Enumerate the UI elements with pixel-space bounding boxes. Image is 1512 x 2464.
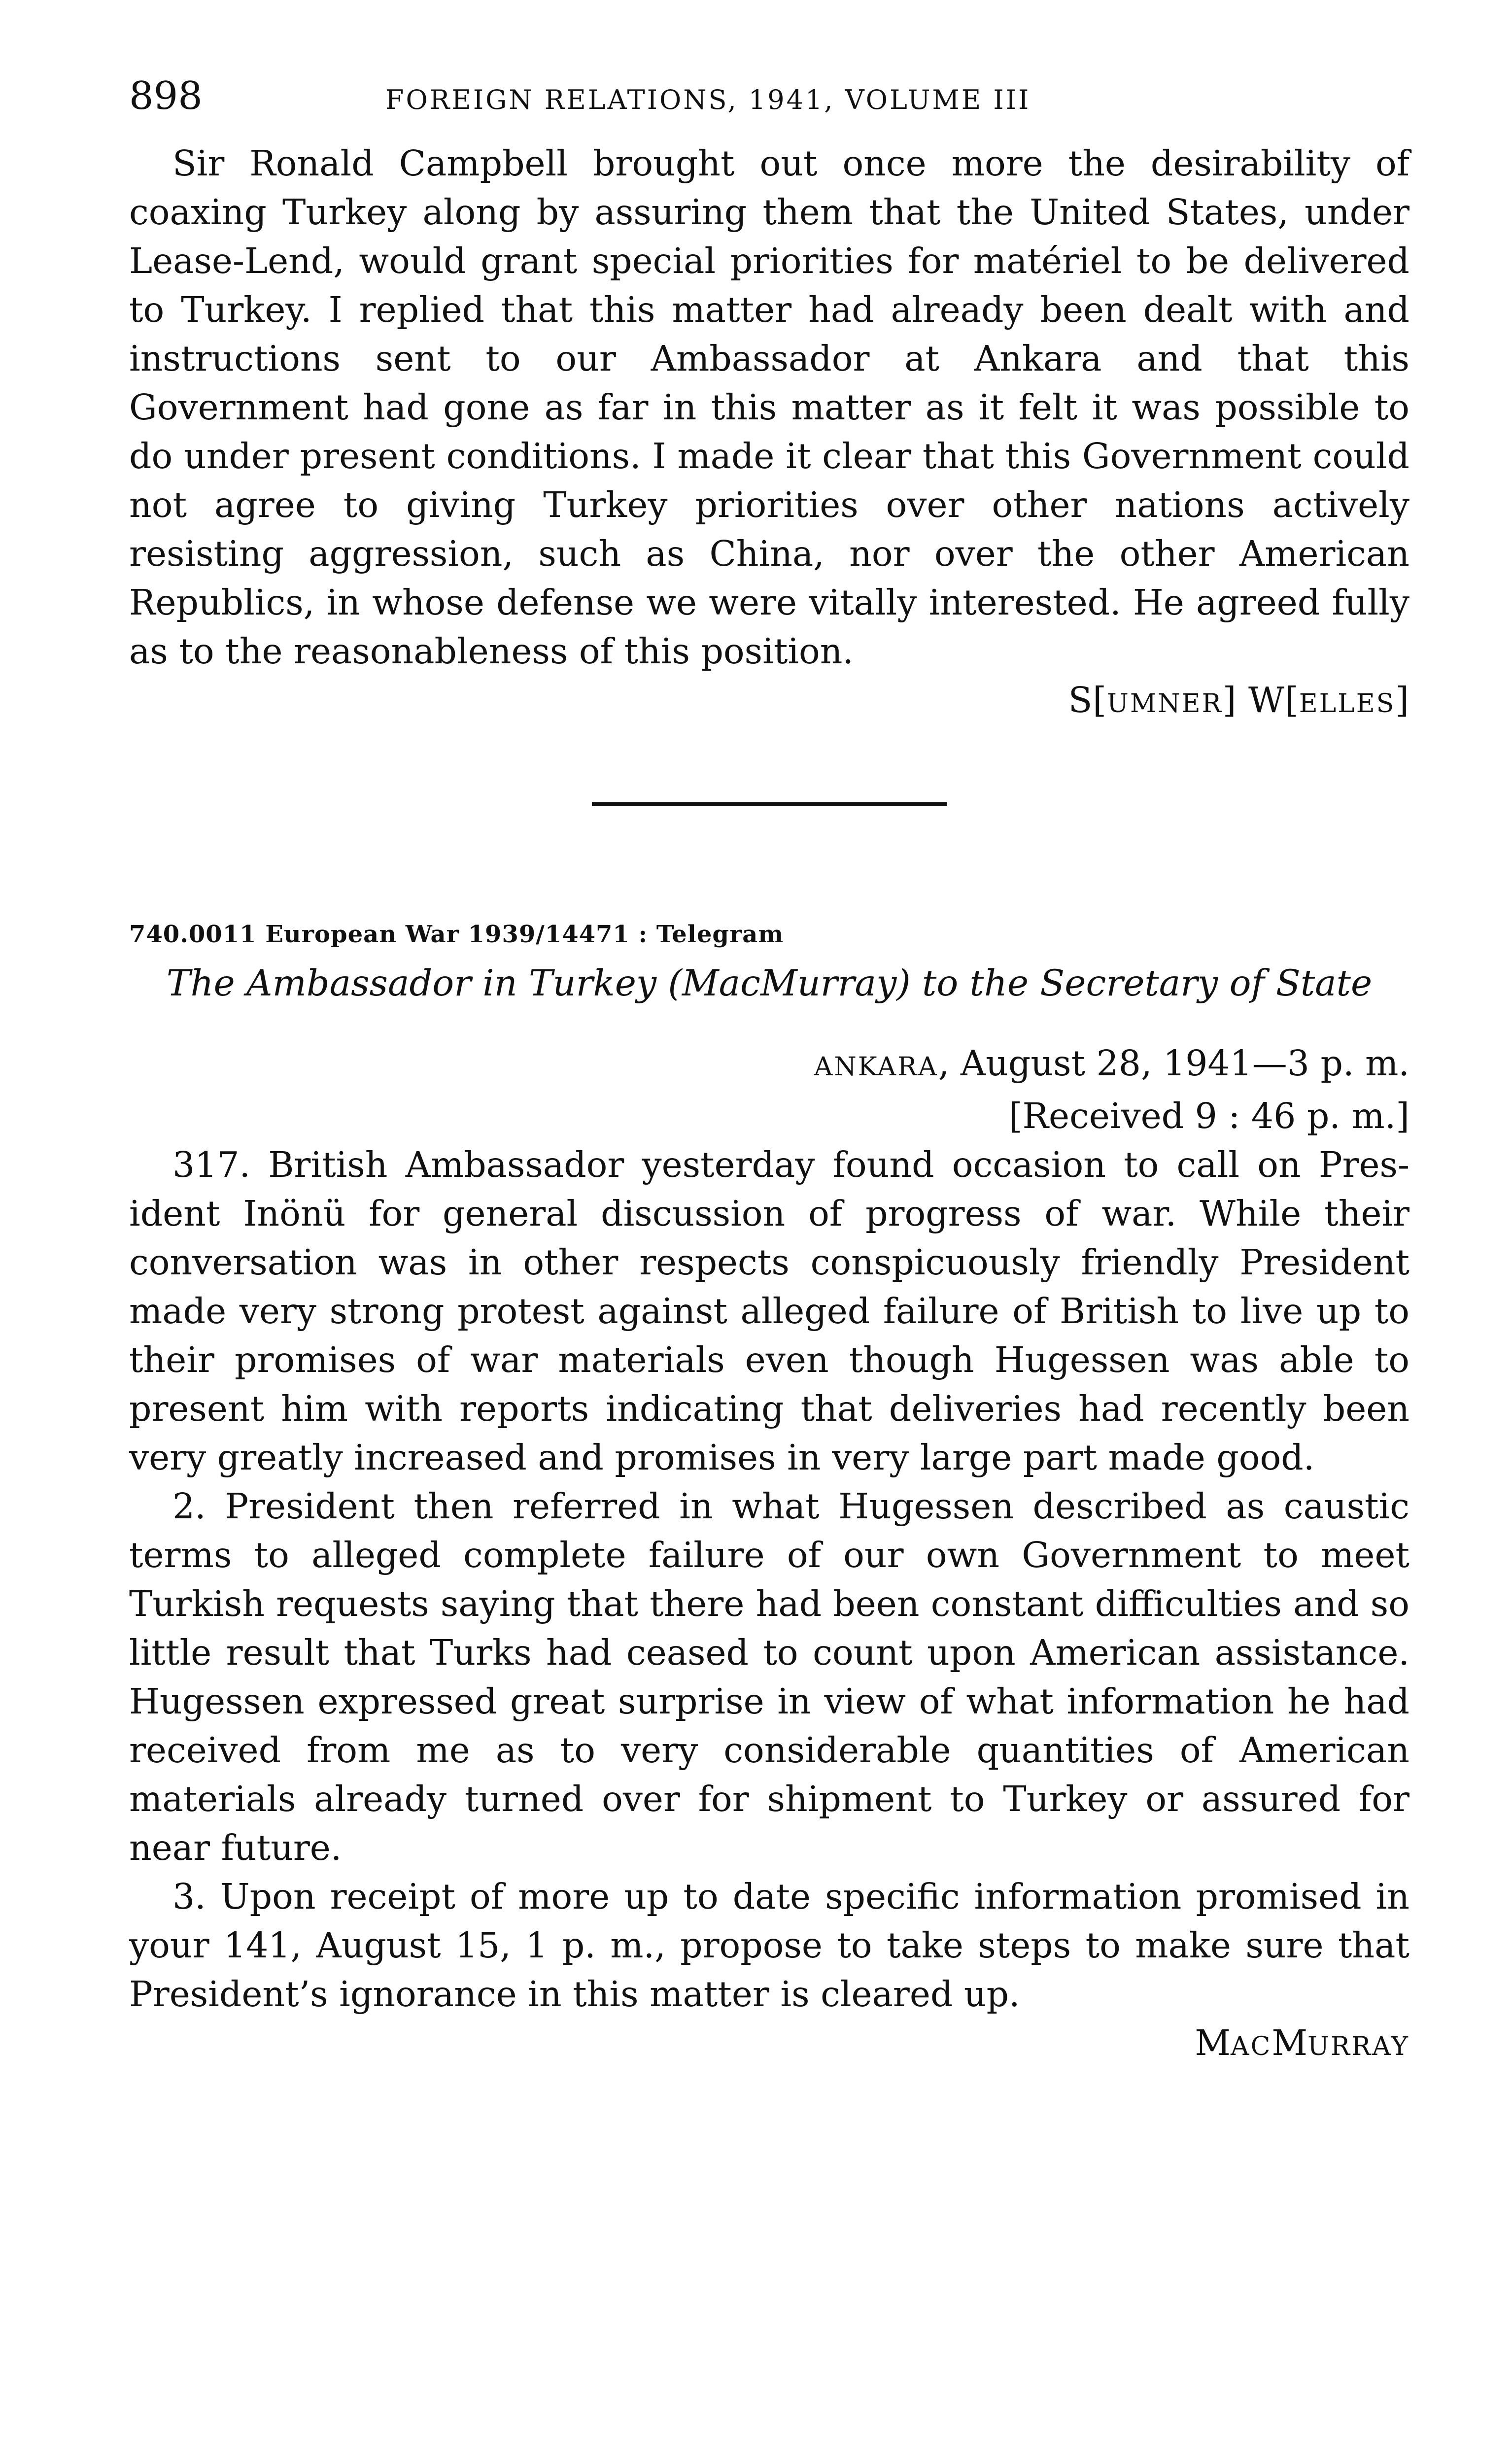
dateline — [129, 1039, 1409, 1092]
telegram-paragraph-2: 2. President then referred in what Hugessen described as caustic terms to alleged complete failure of our own Government to meet Turkish requests saying that there had been constant difficulties and so little result that Turks had ceased to count upon American assistance. Hugessen expressed great surprise in view of what information he had received from me as to very considerable quantities of American materials already turned over for shipment to Turkey or assured for near future. — [129, 1486, 1409, 1868]
memo-signature: S[UMNER] W[ELLES] — [1068, 680, 1409, 720]
telegram-paragraph-3: 3. Upon receipt of more up to date specific information promised in your 141, August 15, 1 p. m., propose to take steps to make sure that President’s ignorance in this matter is cleared up. — [129, 1876, 1409, 2015]
page-number: 898 — [129, 74, 203, 118]
received-note: [Received 9 : 46 p. m.] — [1008, 1095, 1409, 1136]
telegram-paragraph-1: 317. British Ambassador yesterday found occasion to call on President Inönü for general discussion of progress of war. While their conversation was in other respects conspicuously friendly President made very strong protest against alleged failure of British to live up to their promises of war materials even though Hugessen was able to present him with reports indicating that deliveries had recently been very greatly increased and promises in very large part made good. — [129, 1144, 1409, 1478]
section-divider — [592, 802, 947, 806]
telegram-signature: MACMURRAY — [1195, 2022, 1409, 2063]
document-page — [129, 74, 1409, 2106]
file-reference: 740.0011 European War 1939/14471 : Telegram — [129, 921, 784, 948]
dateline-date: , August 28, 1941—3 p. m. — [938, 1043, 1409, 1084]
running-head: FOREIGN RELATIONS, 1941, VOLUME III — [385, 84, 1031, 115]
document-title: The Ambassador in Turkey (MacMurray) to the Secretary of State — [166, 962, 1373, 1004]
page-header — [129, 74, 1409, 128]
dateline-place: ANKARA — [814, 1052, 938, 1082]
memo-paragraph: Sir Ronald Campbell brought out once more the desirability of coaxing Turkey along by assuring them that the United States, under Lease-Lend, would grant special priorities for matériel to be delivered to Turkey. I replied that this matter had already been dealt with and instructions sent to our Ambassador at Ankara and that this Government had gone as far in this matter as it felt it was possible to do under present conditions. I made it clear that this Government could not agree to giving Turkey priorities over other nations actively resisting aggression, such as China, nor over the other American Republics, in whose defense we were vitally interested. He agreed fully as to the reasonableness of this position. — [129, 143, 1409, 672]
